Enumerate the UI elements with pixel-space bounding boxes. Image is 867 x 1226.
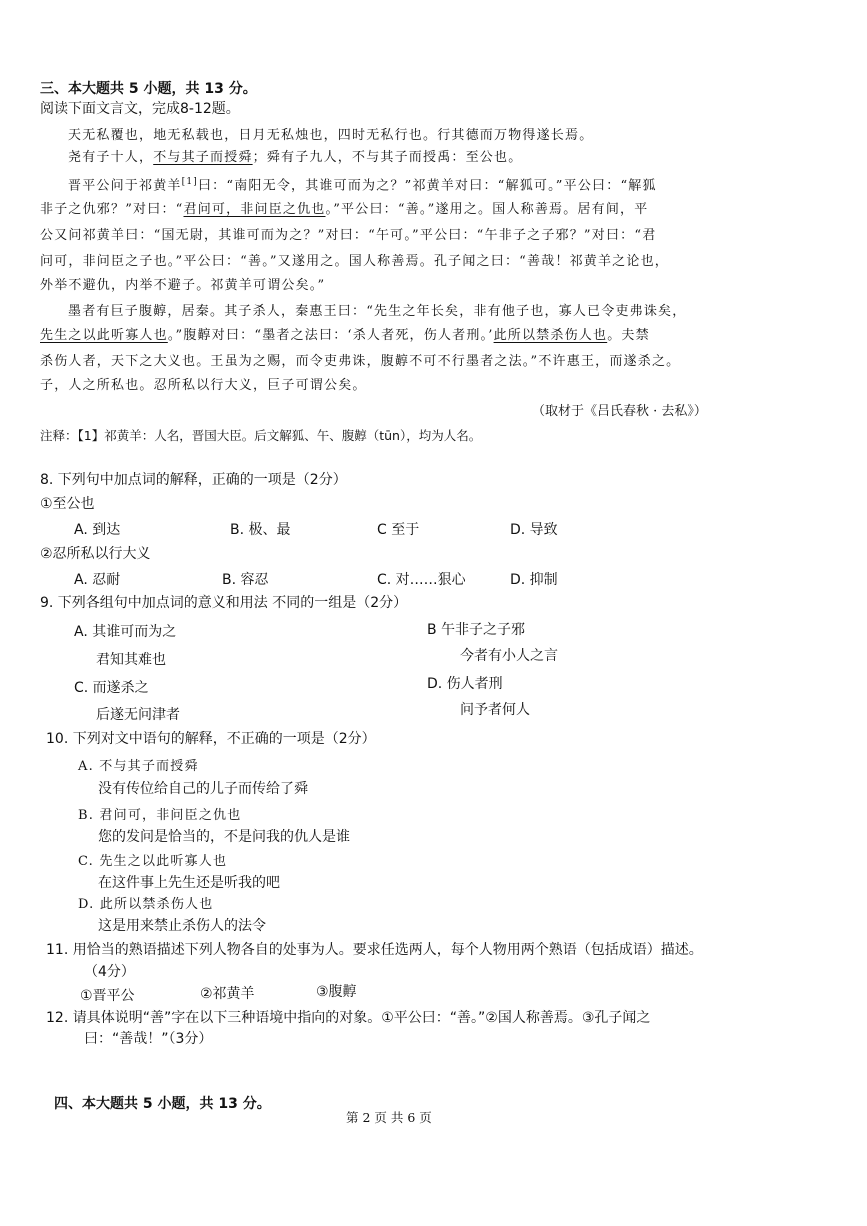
passage-text: 。”平公曰：“善。”遂用之。国人称善焉。居有间，平 [325, 202, 649, 217]
footnote-marker: [1] [181, 177, 198, 187]
passage-paragraph-4-line-1: 墨者有巨子腹䵍，居秦。其子杀人，秦惠王曰：“先生之年长矣，非有他子也，寡人已令吏弗诛矣， [68, 304, 687, 319]
q9-option-b-line-1[interactable]: B 午非子之子邪 [427, 622, 526, 638]
passage-paragraph-3-line-1 [68, 172, 657, 196]
question-11-stem: 11. 用恰当的熟语描述下列人物各自的处事为人。要求任选两人，每个人物用两个熟语（包括成语）描述。 [46, 942, 703, 958]
q8-sub2-option-d[interactable]: D. 抑制 [510, 572, 558, 588]
passage-paragraph-3-line-5: 外举不避仇，内举不避子。祁黄羊可谓公矣。” [40, 278, 326, 293]
passage-paragraph-3-line-3: 公又问祁黄羊曰：“国无尉，其谁可而为之？”对曰：“午可。”平公曰：“午非子之子邪？”对曰：“君 [40, 228, 657, 243]
underlined-sentence-1: 不与其子而授舜 [153, 150, 253, 165]
passage-paragraph-4-line-4: 子，人之所私也。忍所私以行大义，巨子可谓公矣。 [40, 378, 367, 393]
q8-sub1-option-c[interactable]: C 至于 [377, 522, 420, 538]
q8-sub1-option-b[interactable]: B. 极、最 [230, 522, 291, 538]
page-number: 第 2 页 共 6 页 [346, 1110, 432, 1125]
question-12-line-1: 12. 请具体说明“善”字在以下三种语境中指向的对象。①平公曰：“善。”②国人称善焉。③孔子闻之 [46, 1010, 651, 1026]
passage-paragraph-3-line-4: 问可，非问臣之子也。”平公曰：“善。”又遂用之。国人称善焉。孔子闻之曰：“善哉！祁黄羊之论也， [40, 254, 669, 269]
q8-sub2-option-a[interactable]: A. 忍耐 [74, 572, 121, 588]
q10-option-c-line-1[interactable]: C. 先生之以此听寡人也 [78, 854, 228, 869]
underlined-sentence-4: 此所以禁杀伤人也 [493, 328, 608, 343]
passage-paragraph-1: 天无私覆也，地无私载也，日月无私烛也，四时无私行也。行其德而万物得遂长焉。 [68, 128, 594, 143]
passage-source: （取材于《吕氏春秋 · 去私》） [532, 404, 707, 419]
question-8-sub-1: ①至公也 [40, 496, 95, 512]
footnote: 注释：【1】祁黄羊：人名，晋国大臣。后文解狐、午、腹䵍（tūn），均为人名。 [40, 428, 482, 443]
passage-paragraph-4-line-2 [40, 326, 650, 346]
q10-option-a-line-1[interactable]: A. 不与其子而授舜 [78, 759, 199, 774]
passage-text: 。夫禁 [607, 328, 650, 343]
q9-option-c-line-2: 后遂无问津者 [96, 707, 180, 723]
q11-person-2: ②祁黄羊 [200, 986, 255, 1002]
passage-text: 非子之仇邪？”对曰：“ [40, 202, 184, 217]
q11-person-1: ①晋平公 [80, 988, 135, 1004]
question-10-stem: 10. 下列对文中语句的解释，不正确的一项是（2分） [46, 731, 376, 747]
question-8-stem: 8. 下列句中加点词的解释，正确的一项是（2分） [40, 472, 347, 488]
q9-option-d-line-2: 问予者何人 [460, 702, 530, 718]
q10-option-d-line-1[interactable]: D. 此所以禁杀伤人也 [78, 897, 214, 912]
passage-text: 曰：“南阳无令，其谁可而为之？”祁黄羊对曰：“解狐可。”平公曰：“解狐 [197, 178, 657, 194]
question-9-stem: 9. 下列各组句中加点词的意义和用法 不同的一组是（2分） [40, 595, 408, 611]
q9-option-a-line-1[interactable]: A. 其谁可而为之 [74, 624, 177, 640]
passage-paragraph-4-line-3: 杀伤人者，天下之大义也。王虽为之赐，而令吏弗诛，腹䵍不可不行墨者之法。”不许惠王，而遂杀之。 [40, 354, 681, 369]
underlined-sentence-2: 君问可，非问臣之仇也 [183, 202, 326, 217]
question-11-score: （4分） [84, 964, 135, 980]
q8-sub1-option-d[interactable]: D. 导致 [510, 522, 558, 538]
q9-option-c-line-1[interactable]: C. 而遂杀之 [74, 680, 149, 696]
passage-text: 尧有子十人， [68, 150, 154, 165]
passage-text: 。”腹䵍对曰：“墨者之法曰：‘杀人者死，伤人者刑。’ [167, 328, 494, 343]
q8-sub1-option-a[interactable]: A. 到达 [74, 522, 121, 538]
q8-sub2-option-b[interactable]: B. 容忍 [222, 572, 269, 588]
passage-text: ；舜有子九人，不与其子而授禹：至公也。 [252, 150, 523, 165]
question-8-sub-2: ②忍所私以行大义 [40, 546, 151, 562]
q10-option-c-line-2: 在这件事上先生还是听我的吧 [98, 875, 280, 891]
underlined-sentence-3: 先生之以此听寡人也 [40, 328, 168, 343]
q9-option-b-line-2: 今者有小人之言 [460, 648, 558, 664]
q9-option-a-line-2: 君知其难也 [96, 652, 166, 668]
passage-paragraph-2 [68, 148, 522, 168]
passage-paragraph-3-line-2 [40, 200, 648, 220]
question-12-line-2: 曰：“善哉！”（3分） [84, 1031, 213, 1047]
q11-person-3: ③腹䵍 [316, 984, 357, 1000]
section-3-heading: 三、本大题共 5 小题，共 13 分。 [40, 81, 257, 97]
q10-option-b-line-1[interactable]: B. 君问可，非问臣之仇也 [78, 808, 242, 823]
q9-option-d-line-1[interactable]: D. 伤人者刑 [427, 676, 503, 692]
q10-option-b-line-2: 您的发问是恰当的，不是问我的仇人是谁 [98, 829, 350, 845]
q10-option-a-line-2: 没有传位给自己的儿子而传给了舜 [98, 781, 308, 797]
q10-option-d-line-2: 这是用来禁止杀伤人的法令 [98, 918, 266, 934]
section-4-heading: 四、本大题共 5 小题，共 13 分。 [54, 1096, 271, 1112]
section-3-instruction: 阅读下面文言文，完成8-12题。 [40, 101, 240, 117]
passage-text: 晋平公问于祁黄羊 [68, 178, 182, 194]
q8-sub2-option-c[interactable]: C. 对……狠心 [377, 572, 466, 588]
